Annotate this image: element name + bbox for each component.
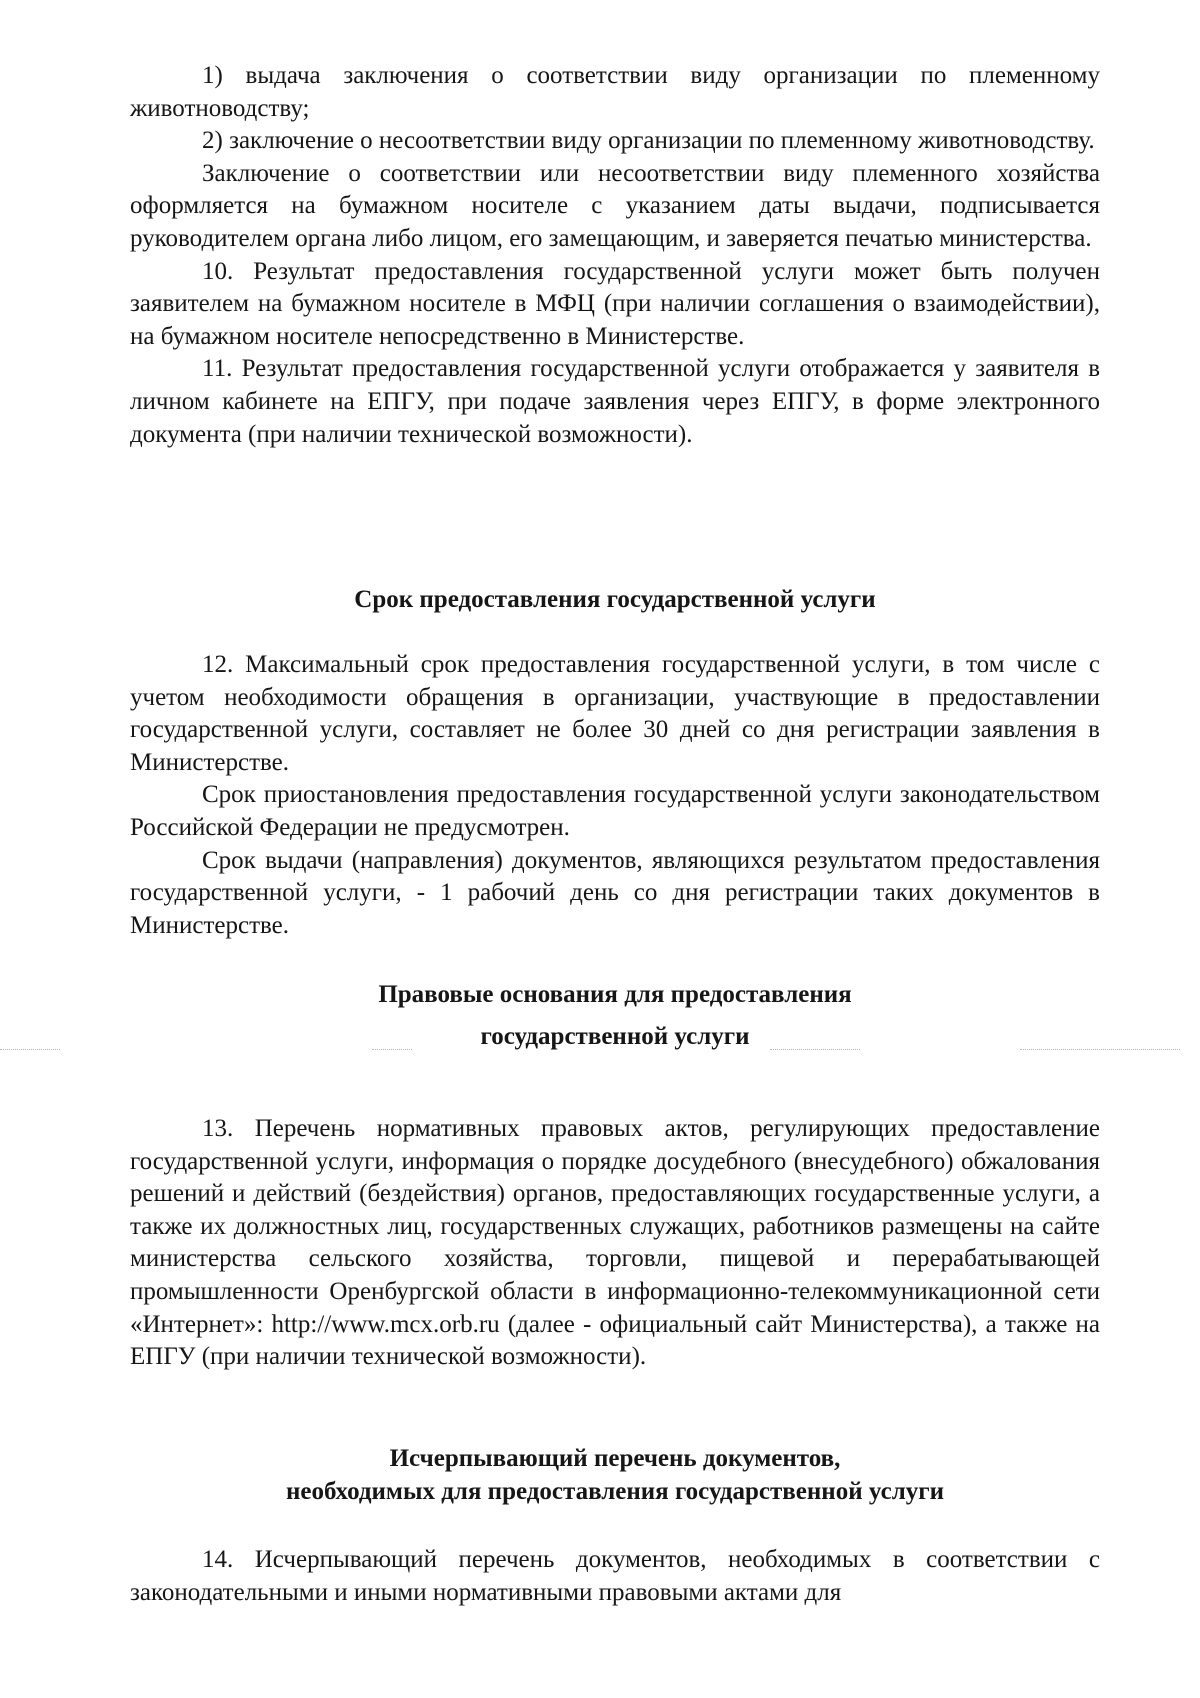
paragraph-11: 11. Результат предоставления государственной услуги отображается у заявителя в личном кабинете на ЕПГУ, при подаче заявления через ЕПГУ, в форме электронного документа (при наличии технической возможности). [130, 355, 1100, 448]
section-legal-heading [130, 979, 1100, 1053]
scan-artifact-line [1020, 1049, 1180, 1051]
paragraph-14: 14. Исчерпывающий перечень документов, необходимых в соответствии с законодательными и иными нормативными правовыми актами для [130, 1546, 1100, 1606]
section-docs-heading [130, 1443, 1100, 1508]
paragraph-result-option-2: 2) заключение о несоответствии виду организации по племенному животноводству. [202, 127, 1095, 155]
paragraph-10: 10. Результат предоставления государственной услуги может быть получен заявителем на бумажном носителе в МФЦ (при наличии соглашения о взаимодействии), на бумажном носителе непосредственно в Министерстве. [130, 257, 1100, 350]
paragraph-13: 13. Перечень нормативных правовых актов, регулирующих предоставление государственной услуги, информация о порядке досудебного (внесудебного) обжалования решений и действий (бездействия) органов, предоставляющих государственные услуги, а также их должностных лиц, государственных служащих, работников размещены на сайте министерства сельского хозяйства, торговли, пищевой и перерабатывающей промышленности Оренбургской области в информационно-телекоммуникационной сети «Интернет»: http://www.mcx.orb.ru (далее - официальный сайт Министерства), а также на ЕПГУ (при наличии технической возможности). [130, 1115, 1100, 1371]
heading-documents-list-line-2: необходимых для предоставления государственной услуги [286, 1477, 944, 1505]
scan-artifact-line [770, 1049, 860, 1051]
paragraph-12-issue-term: Срок выдачи (направления) документов, являющихся результатом предоставления государственной услуги, - 1 рабочий день со дня регистрации таких документов в Министерстве. [130, 846, 1100, 939]
paragraph-result-option-1: 1) выдача заключения о соответствии виду организации по племенному животноводству; [130, 62, 1100, 122]
paragraph-12: 12. Максимальный срок предоставления государственной услуги, в том числе с учетом необходимости обращения в организации, участвующие в предоставлении государственной услуги, составляет не более 30 дней со дня регистрации заявления в Министерстве. [130, 651, 1100, 776]
heading-legal-basis [130, 979, 1100, 1053]
scan-artifact-line [372, 1049, 412, 1051]
section-docs [130, 1544, 1100, 1609]
section-result [130, 60, 1100, 451]
section-term-heading [130, 584, 1100, 617]
section-term [130, 649, 1100, 942]
section-legal [130, 1113, 1100, 1374]
heading-documents-list-line-1: Исчерпывающий перечень документов, [389, 1445, 841, 1472]
heading-service-term: Срок предоставления государственной услуги [354, 586, 876, 613]
heading-legal-basis-line-2: государственной услуги [480, 1022, 750, 1050]
paragraph-12-suspension: Срок приостановления предоставления государственной услуги законодательством Российской Федерации не предусмотрен. [130, 781, 1100, 841]
heading-documents-list [130, 1443, 1100, 1508]
scan-artifact-line [0, 1049, 60, 1051]
paragraph-conclusion-format: Заключение о соответствии или несоответствии виду племенного хозяйства оформляется на бумажном носителе с указанием даты выдачи, подписывается руководителем органа либо лицом, его замещающим, и заверяется печатью министерства. [130, 159, 1100, 252]
heading-legal-basis-line-1: Правовые основания для предоставления [378, 981, 852, 1008]
